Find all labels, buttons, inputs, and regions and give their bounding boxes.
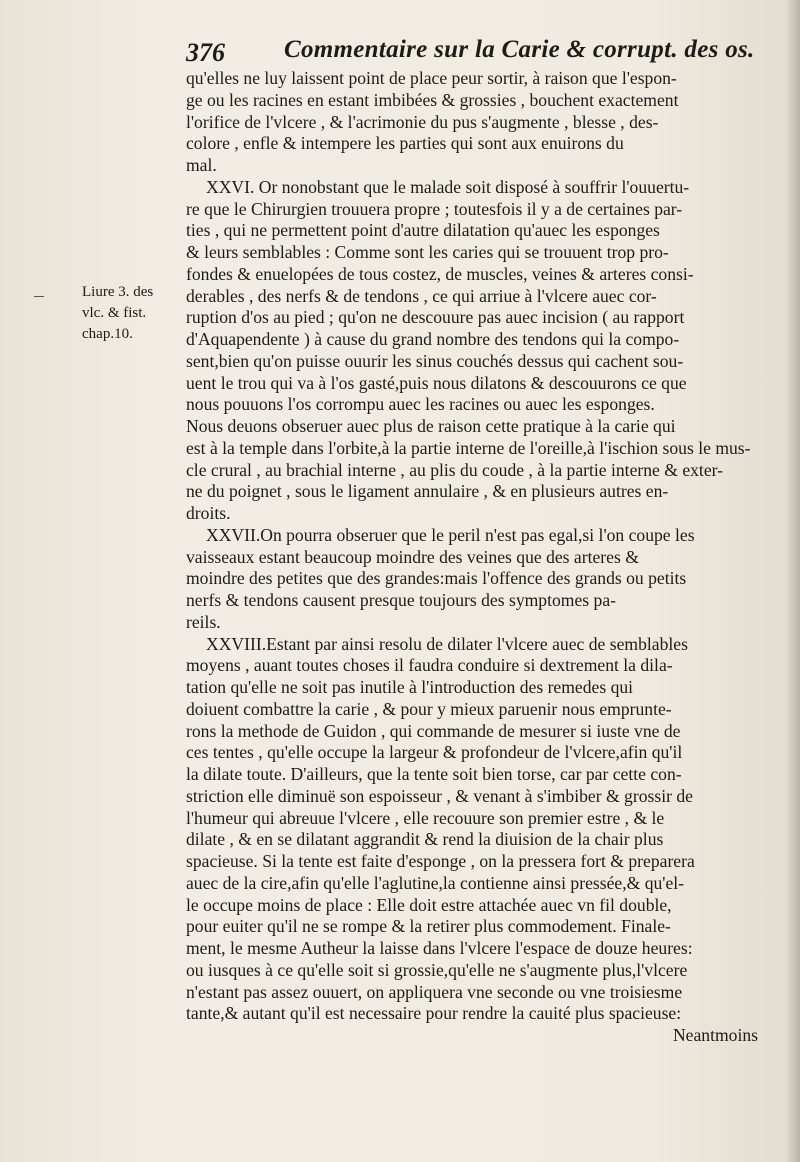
text-line: est à la temple dans l'orbite,à la partie interne de l'oreille,à l'ischion sous le mus- <box>186 437 751 458</box>
text-line: ces tentes , qu'elle occupe la largeur & profondeur de l'vlcere,afin qu'il <box>186 742 683 763</box>
text-line: reils. <box>186 611 221 632</box>
text-line: l'orifice de l'vlcere , & l'acrimonie du pus s'augmente , blesse , des- <box>186 111 659 132</box>
text-line: & leurs semblables : Comme sont les caries qui se trouuent trop pro- <box>186 242 669 262</box>
text-line: ou iusques à ce qu'elle soit si grossie,qu'elle ne s'augmente plus,l'vlcere <box>186 959 688 980</box>
text-line: XXVI. Or nonobstant que le malade soit disposé à souffrir l'ouuertu- <box>206 176 690 197</box>
text-line: Nous deuons obseruer auec plus de raison cette pratique à la carie qui <box>186 416 676 436</box>
text-line: auec de la cire,afin qu'elle l'aglutine,la contienne ainsi pressée,& qu'el- <box>186 872 685 893</box>
text-line: vaisseaux estant beaucoup moindre des veines que des arteres & <box>186 546 639 567</box>
text-line: l'humeur qui abreuue l'vlcere , elle recouure son premier estre , & le <box>186 807 665 828</box>
text-line: mal. <box>186 155 217 175</box>
text-line: nous pouuons l'os corrompu auec les racines ou auec les esponges. <box>186 394 655 415</box>
text-line: fondes & enuelopées de tous costez, de muscles, veines & arteres consi- <box>186 263 694 284</box>
text-line: sent,bien qu'on puisse ouurir les sinus couchés dessus qui cachent sou- <box>186 350 684 371</box>
body-text <box>186 68 768 1047</box>
text-line: ge ou les racines en estant imbibées & grossies , bouchent exactement <box>186 89 679 110</box>
margin-note <box>82 282 182 345</box>
text-line: ne du poignet , sous le ligament annulaire , & en plusieurs autres en- <box>186 481 669 502</box>
text-line: moyens , auant toutes choses il faudra conduire si dextrement la dila- <box>186 655 673 676</box>
text-line: n'estant pas assez ouuert, on appliquera vne seconde ou vne troisiesme <box>186 981 683 1002</box>
text-line: derables , des nerfs & de tendons , ce qui arriue à l'vlcere auec cor- <box>186 285 657 306</box>
text-line: re que le Chirurgien trouuera propre ; toutesfois il y a de certaines par- <box>186 198 683 219</box>
text-line: ties , qui ne permettent point d'autre dilatation qu'auec les esponges <box>186 220 660 241</box>
catchword: Neantmoins <box>672 1025 758 1045</box>
text-line: ment, le mesme Autheur la laisse dans l'vlcere l'espace de douze heures: <box>186 938 693 958</box>
text-line: cle crural , au brachial interne , au plis du coude , à la partie interne & exter- <box>186 459 723 480</box>
text-line: d'Aquapendente ) à cause du grand nombre des tendons qui la compo- <box>186 329 680 349</box>
text-line: rons la methode de Guidon , qui commande de mesurer si iuste vne de <box>186 720 681 741</box>
text-line: nerfs & tendons causent presque toujours des symptomes pa- <box>186 590 616 610</box>
text-line: qu'elles ne luy laissent point de place peur sortir, à raison que l'espon- <box>186 68 677 88</box>
text-line: XXVII.On pourra obseruer que le peril n'est pas egal,si l'on coupe les <box>206 524 695 545</box>
text-line: la dilate toute. D'ailleurs, que la tente soit bien torse, car par cette con- <box>186 764 682 784</box>
text-line: spacieuse. Si la tente est faite d'esponge , on la pressera fort & preparera <box>186 851 695 871</box>
margin-note-line: chap.10. <box>82 326 133 342</box>
text-line: doiuent combattre la carie , & pour y mieux paruenir nous emprunte- <box>186 698 672 719</box>
text-line: dilate , & en se dilatant aggrandit & rend la diuision de la chair plus <box>186 829 664 850</box>
text-line: colore , enfle & intempere les parties qui sont aux enuirons du <box>186 133 624 154</box>
margin-note-line: Liure 3. des <box>82 284 154 300</box>
text-line: uent le trou qui va à l'os gasté,puis nous dilatons & descouurons ce que <box>186 372 687 393</box>
text-line: pour euiter qu'il ne se rompe & la retirer plus commodement. Finale- <box>186 916 671 937</box>
text-line: le occupe moins de place : Elle doit estre attachée auec vn fil double, <box>186 894 672 915</box>
text-line: droits. <box>186 503 231 523</box>
running-title: Commentaire sur la Carie & corrupt. des os. <box>284 36 755 63</box>
text-line: moindre des petites que des grandes:mais l'offence des grands ou petits <box>186 568 687 589</box>
margin-tick <box>34 296 44 297</box>
text-line: XXVIII.Estant par ainsi resolu de dilater l'vlcere auec de semblables <box>206 633 688 654</box>
margin-note-line: vlc. & fist. <box>82 305 147 321</box>
text-line: tation qu'elle ne soit pas inutile à l'introduction des remedes qui <box>186 677 634 697</box>
text-line: tante,& autant qu'il est necessaire pour rendre la cauité plus spacieuse: <box>186 1003 682 1024</box>
page-number: 376 <box>186 38 225 67</box>
text-line: ruption d'os au pied ; qu'on ne descouure pas auec incision ( au rapport <box>186 307 685 328</box>
text-line: striction elle diminuë son espoisseur , & venant à s'imbiber & grossir de <box>186 785 693 806</box>
page-header <box>186 34 760 68</box>
page-edge-shadow <box>786 0 800 1162</box>
